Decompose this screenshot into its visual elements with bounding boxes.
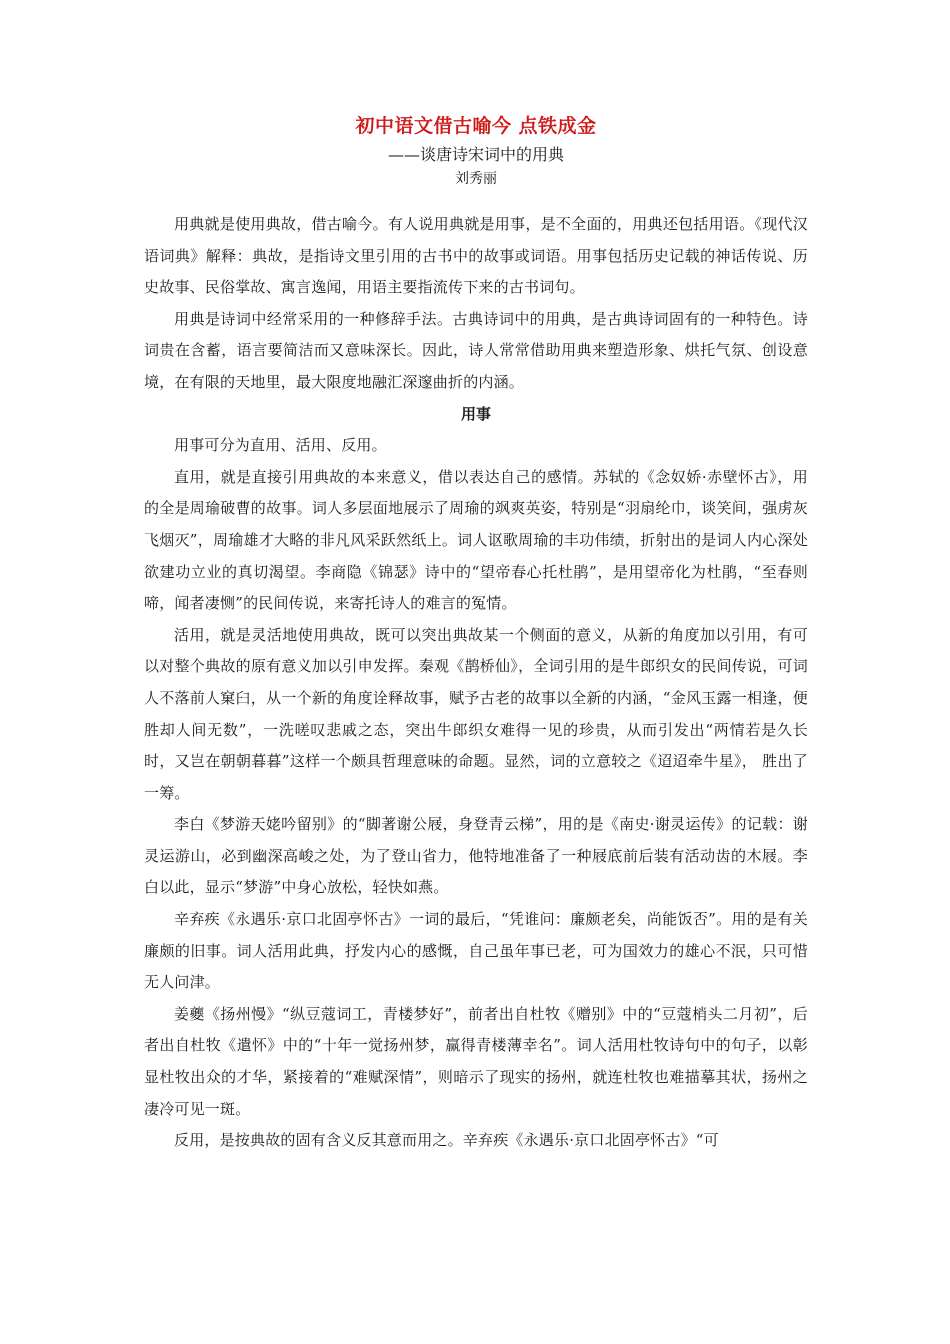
document-title: 初中语文借古喻今 点铁成金 xyxy=(355,115,597,137)
paragraph-section-4: 李白《梦游天姥吟留别》的“脚著谢公屐，身登青云梯”，用的是《南史·谢灵运传》的记载：谢灵运游山，必到幽深高峻之处，为了登山省力，他特地准备了一种屐底前后装有活动齿的木屐。李白以此，显示“梦游”中身心放松，轻快如燕。 xyxy=(144,815,808,897)
paragraph-section-5: 辛弃疾《永遇乐·京口北固亭怀古》一词的最后，“凭谁问：廉颇老矣，尚能饭否”。用的是有关廉颇的旧事。词人活用此典，抒发内心的感慨，自己虽年事已老，可为国效力的雄心不泯，只可惜无人问津。 xyxy=(144,910,808,992)
document-page xyxy=(144,112,808,1157)
paragraph-intro-2: 用典是诗词中经常采用的一种修辞手法。古典诗词中的用典，是古典诗词固有的一种特色。诗词贵在含蓄，语言要简洁而又意味深长。因此，诗人常常借助用典来塑造形象、烘托气氛、创设意境，在有限的天地里，最大限度地融汇深邃曲折的内涵。 xyxy=(144,309,808,391)
section-heading: 用事 xyxy=(460,404,491,423)
paragraph-section-1: 用事可分为直用、活用、反用。 xyxy=(174,436,387,455)
paragraph-section-7: 反用，是按典故的固有含义反其意而用之。辛弃疾《永遇乐·京口北固亭怀古》“可 xyxy=(174,1131,719,1150)
document-body xyxy=(144,209,808,1157)
paragraph-intro-1: 用典就是使用典故，借古喻今。有人说用典就是用事，是不全面的，用典还包括用语。《现代汉语词典》解释：典故，是指诗文里引用的古书中的故事或词语。用事包括历史记载的神话传说、历史故事、民俗掌故、寓言逸闻，用语主要指流传下来的古书词句。 xyxy=(144,215,808,297)
document-subtitle: ——谈唐诗宋词中的用典 xyxy=(387,145,564,164)
paragraph-section-6: 姜夔《扬州慢》“纵豆蔻词工，青楼梦好”，前者出自杜牧《赠别》中的“豆蔻梢头二月初”，后者出自杜牧《遣怀》中的“十年一觉扬州梦，赢得青楼薄幸名”。词人活用杜牧诗句中的句子，以彰显杜牧出众的才华，紧接着的“难赋深情”，则暗示了现实的扬州，就连杜牧也难描摹其状，扬州之凄冷可见一斑。 xyxy=(144,1004,808,1118)
paragraph-section-2: 直用，就是直接引用典故的本来意义，借以表达自己的感情。苏轼的《念奴娇·赤壁怀古》，用的全是周瑜破曹的故事。词人多层面地展示了周瑜的飒爽英姿，特别是“羽扇纶巾，谈笑间，强虏灰飞烟灭”，周瑜雄才大略的非凡风采跃然纸上。词人讴歌周瑜的丰功伟绩，折射出的是词人内心深处欲建功立业的真切渴望。李商隐《锦瑟》诗中的“望帝春心托杜鹃”，是用望帝化为杜鹃，“至春则啼，闻者凄恻”的民间传说，来寄托诗人的难言的冤情。 xyxy=(144,467,808,613)
paragraph-section-3: 活用，就是灵活地使用典故，既可以突出典故某一个侧面的意义，从新的角度加以引用，有可以对整个典故的原有意义加以引申发挥。秦观《鹊桥仙》，全词引用的是牛郎织女的民间传说，可词人不落前人窠臼，从一个新的角度诠释故事，赋予古老的故事以全新的内涵，“金风玉露一相逢，便胜却人间无数”，一洗嗟叹悲戚之态，突出牛郎织女难得一见的珍贵，从而引发出“两情若是久长时，又岂在朝朝暮暮”这样一个颇具哲理意味的命题。显然，词的立意较之《迢迢牵牛星》， 胜出了一筹。 xyxy=(144,625,808,802)
document-author: 刘秀丽 xyxy=(455,171,497,187)
